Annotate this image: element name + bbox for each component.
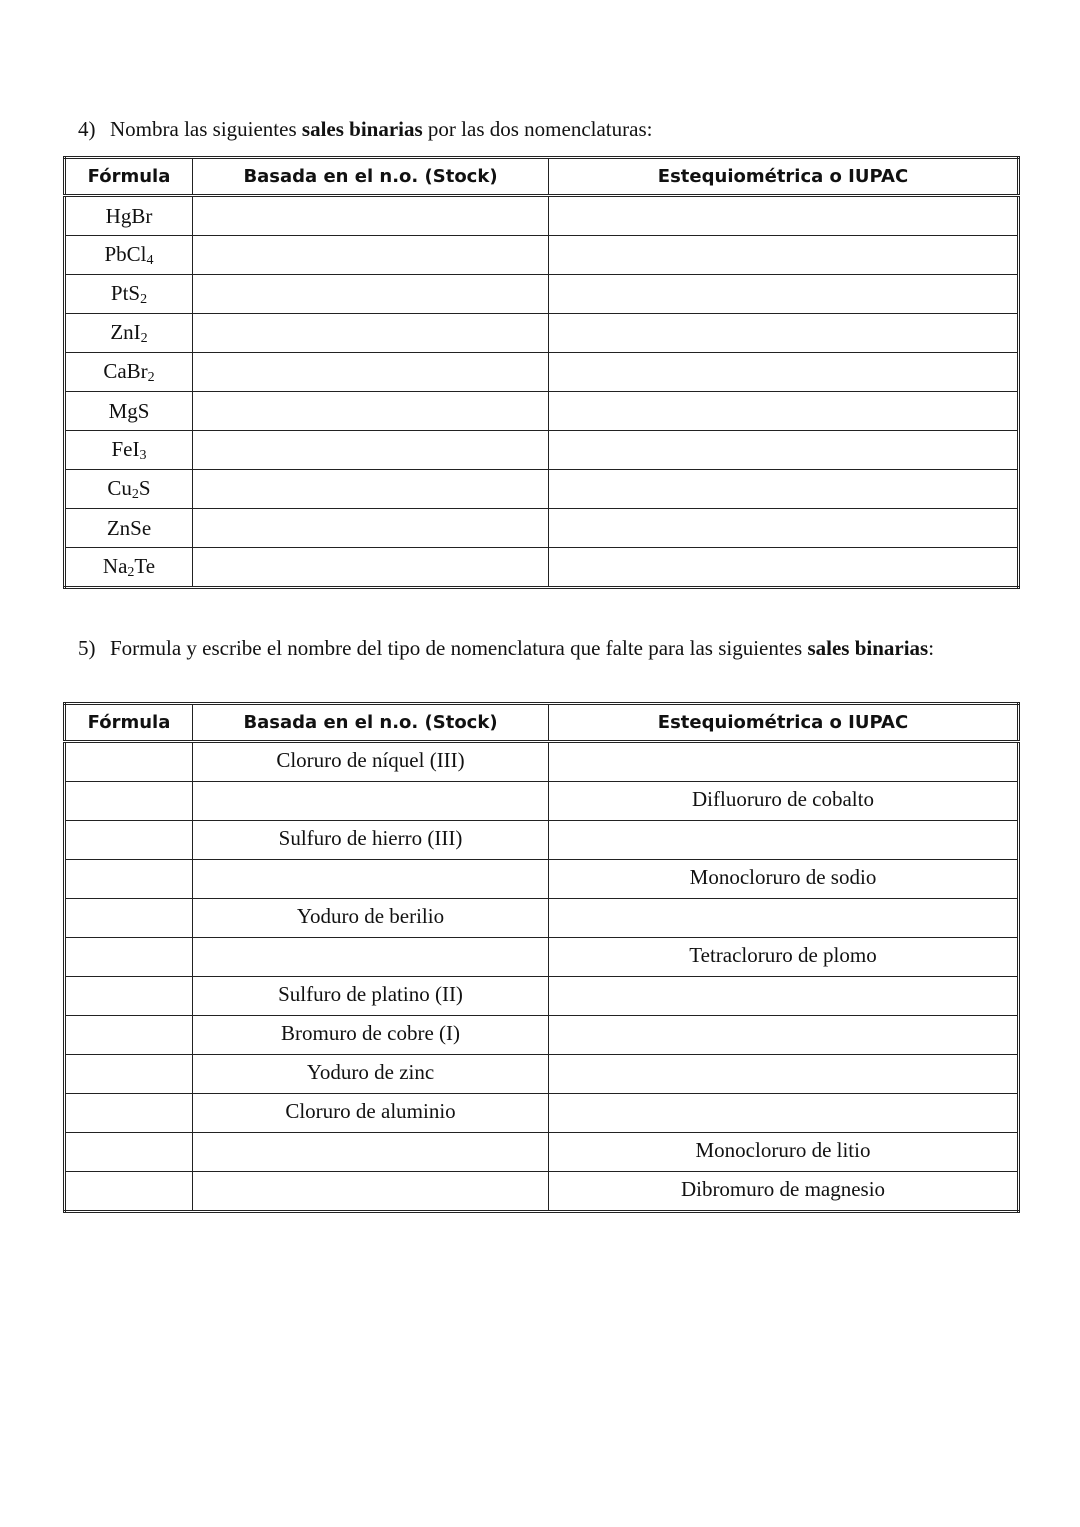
header-formula: Fórmula [65, 158, 193, 196]
table-row [65, 470, 1019, 509]
formula-cell[interactable] [65, 742, 193, 782]
exercise-4-number: 4) [78, 117, 96, 141]
stock-name-cell[interactable] [193, 196, 549, 236]
iupac-name-cell[interactable] [549, 196, 1019, 236]
iupac-name-cell[interactable] [549, 821, 1019, 860]
stock-name-cell[interactable]: Cloruro de níquel (III) [193, 742, 549, 782]
iupac-name-cell[interactable]: Monocloruro de litio [549, 1133, 1019, 1172]
table-row [65, 509, 1019, 548]
formula-cell[interactable]: $Na_2Te$ [65, 548, 193, 588]
formula-cell[interactable] [65, 938, 193, 977]
iupac-name-cell[interactable] [549, 314, 1019, 353]
formula-cell[interactable]: HgBr [65, 196, 193, 236]
exercise-4-prompt-bold: sales binarias [301, 117, 423, 141]
stock-name-cell[interactable]: Sulfuro de hierro (III) [193, 821, 549, 860]
exercise-4-table [63, 156, 1020, 589]
formula-cell[interactable] [65, 977, 193, 1016]
formula-cell[interactable] [65, 1172, 193, 1212]
table-row [65, 392, 1019, 431]
stock-name-cell[interactable] [193, 392, 549, 431]
exercise-5-prompt-end: : [928, 636, 935, 660]
stock-name-cell[interactable] [193, 236, 549, 275]
iupac-name-cell[interactable]: Tetracloruro de plomo [549, 938, 1019, 977]
formula-cell[interactable]: ZnSe [65, 509, 193, 548]
iupac-name-cell[interactable] [549, 1055, 1019, 1094]
iupac-name-cell[interactable]: Dibromuro de magnesio [549, 1172, 1019, 1212]
stock-name-cell[interactable] [193, 548, 549, 588]
table-row [65, 548, 1019, 588]
formula-cell[interactable] [65, 782, 193, 821]
table-row [65, 1094, 1019, 1133]
stock-name-cell[interactable] [193, 860, 549, 899]
stock-name-cell[interactable] [193, 938, 549, 977]
stock-name-cell[interactable]: Cloruro de aluminio [193, 1094, 549, 1133]
iupac-name-cell[interactable] [549, 275, 1019, 314]
iupac-name-cell[interactable]: Monocloruro de sodio [549, 860, 1019, 899]
stock-name-cell[interactable] [193, 353, 549, 392]
iupac-name-cell[interactable] [549, 236, 1019, 275]
exercise-4-prompt-end: por las dos nomenclaturas: [422, 117, 653, 141]
iupac-name-cell[interactable] [549, 392, 1019, 431]
table-header-row [65, 704, 1019, 742]
exercise-4-prompt-start: Nombra las siguientes [110, 117, 302, 141]
iupac-name-cell[interactable] [549, 509, 1019, 548]
iupac-name-cell[interactable] [549, 353, 1019, 392]
table-row [65, 821, 1019, 860]
exercise-5-prompt-bold: sales binarias [807, 636, 929, 660]
formula-cell[interactable] [65, 899, 193, 938]
table-row [65, 353, 1019, 392]
exercise-5-prompt [78, 635, 990, 662]
exercise-5-number: 5) [78, 636, 96, 660]
table-row [65, 314, 1019, 353]
formula-cell[interactable]: CaBr$_2$ [65, 353, 193, 392]
stock-name-cell[interactable] [193, 470, 549, 509]
table-row [65, 742, 1019, 782]
exercise-5-prompt-start: Formula y escribe el nombre del tipo de nomenclatura que falte para las siguientes [110, 636, 808, 660]
table-row [65, 236, 1019, 275]
formula-cell[interactable] [65, 1094, 193, 1133]
formula-cell[interactable] [65, 821, 193, 860]
iupac-name-cell[interactable] [549, 977, 1019, 1016]
table-row [65, 196, 1019, 236]
table-row [65, 431, 1019, 470]
stock-name-cell[interactable]: Sulfuro de platino (II) [193, 977, 549, 1016]
header-stock: Basada en el n.o. (Stock) [193, 704, 549, 742]
stock-name-cell[interactable]: Yoduro de berilio [193, 899, 549, 938]
exercise-4-prompt [78, 116, 958, 143]
iupac-name-cell[interactable] [549, 548, 1019, 588]
stock-name-cell[interactable] [193, 1172, 549, 1212]
table-row [65, 1133, 1019, 1172]
iupac-name-cell[interactable] [549, 470, 1019, 509]
formula-cell[interactable]: PbCl$_4$ [65, 236, 193, 275]
iupac-name-cell[interactable] [549, 742, 1019, 782]
iupac-name-cell[interactable] [549, 899, 1019, 938]
table-row [65, 977, 1019, 1016]
table-row [65, 1016, 1019, 1055]
formula-cell[interactable]: PtS$_2$ [65, 275, 193, 314]
iupac-name-cell[interactable]: Difluoruro de cobalto [549, 782, 1019, 821]
iupac-name-cell[interactable] [549, 1016, 1019, 1055]
stock-name-cell[interactable]: Yoduro de zinc [193, 1055, 549, 1094]
formula-cell[interactable] [65, 1016, 193, 1055]
iupac-name-cell[interactable] [549, 431, 1019, 470]
formula-cell[interactable]: FeI$_3$ [65, 431, 193, 470]
table-header-row [65, 158, 1019, 196]
header-iupac: Estequiométrica o IUPAC [549, 704, 1019, 742]
stock-name-cell[interactable] [193, 509, 549, 548]
table-row [65, 899, 1019, 938]
table-row [65, 1172, 1019, 1212]
table-row [65, 782, 1019, 821]
formula-cell[interactable]: ZnI$_2$ [65, 314, 193, 353]
stock-name-cell[interactable] [193, 1133, 549, 1172]
iupac-name-cell[interactable] [549, 1094, 1019, 1133]
stock-name-cell[interactable] [193, 782, 549, 821]
formula-cell[interactable]: $Cu_2S$ [65, 470, 193, 509]
table-row [65, 1055, 1019, 1094]
header-iupac: Estequiométrica o IUPAC [549, 158, 1019, 196]
header-formula: Fórmula [65, 704, 193, 742]
table-row [65, 938, 1019, 977]
formula-cell[interactable] [65, 860, 193, 899]
stock-name-cell[interactable]: Bromuro de cobre (I) [193, 1016, 549, 1055]
exercise-5-table [63, 702, 1020, 1213]
table-row [65, 275, 1019, 314]
stock-name-cell[interactable] [193, 275, 549, 314]
table-row [65, 860, 1019, 899]
formula-cell[interactable] [65, 1055, 193, 1094]
stock-name-cell[interactable] [193, 431, 549, 470]
stock-name-cell[interactable] [193, 314, 549, 353]
formula-cell[interactable]: MgS [65, 392, 193, 431]
formula-cell[interactable] [65, 1133, 193, 1172]
header-stock: Basada en el n.o. (Stock) [193, 158, 549, 196]
